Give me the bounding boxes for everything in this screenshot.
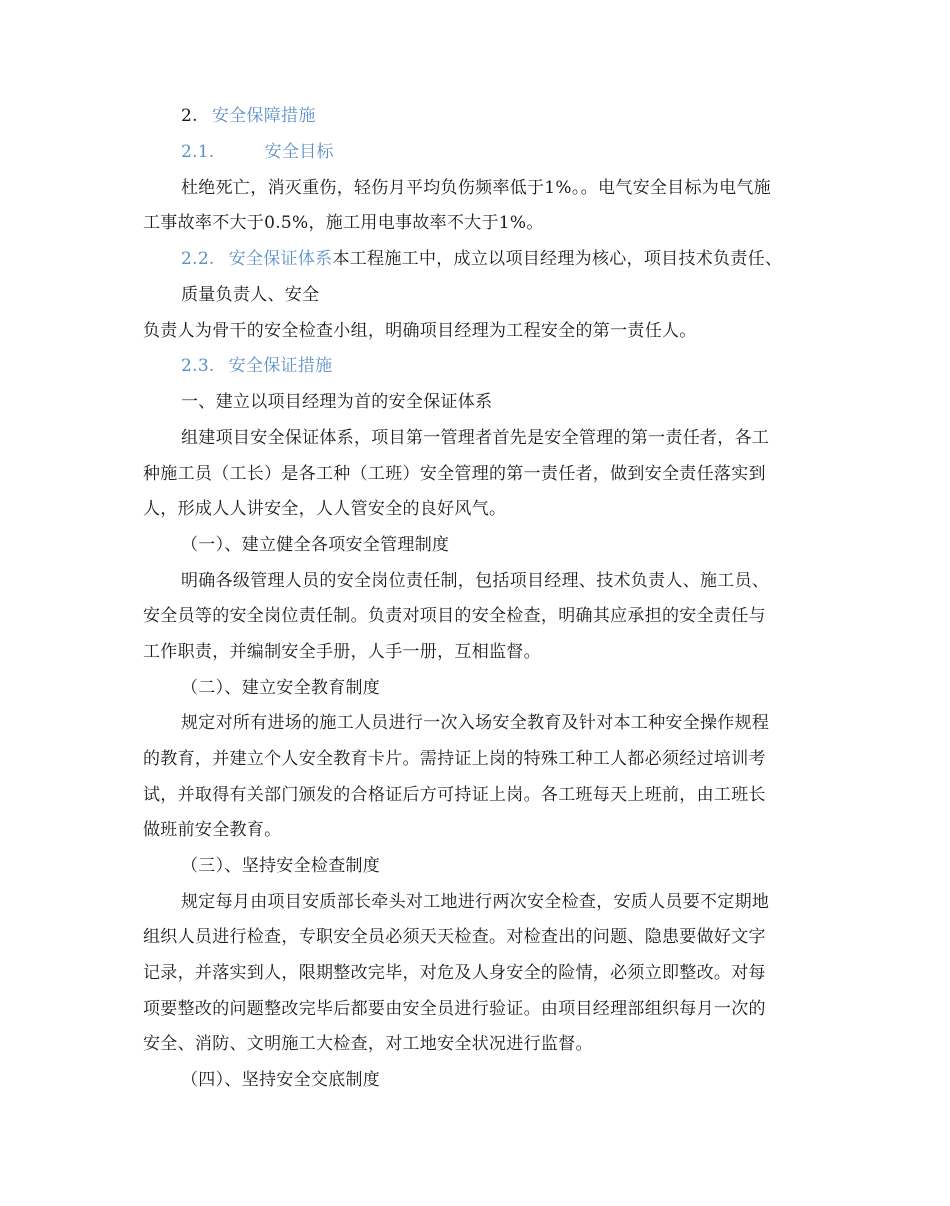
paragraph-line: 记录，并落实到人，限期整改完毕，对危及人身安全的险情，必须立即整改。对每 bbox=[143, 963, 766, 983]
paragraph-line: 项要整改的问题整改完毕后都要由安全员进行验证。由项目经理部组织每月一次的 bbox=[143, 999, 766, 1019]
section-2-2-number: 2.2. bbox=[181, 249, 215, 269]
subheading-line: （四）、坚持安全交底制度 bbox=[181, 1070, 381, 1090]
paragraph-line: 明确各级管理人员的安全岗位责任制，包括项目经理、技术负责人、施工员、 bbox=[181, 571, 770, 591]
paragraph-line: 质量负责人、安全 bbox=[181, 285, 320, 305]
subheading-line: 一、建立以项目经理为首的安全保证体系 bbox=[181, 392, 493, 412]
paragraph-line: 杜绝死亡，消灭重伤，轻伤月平均负伤频率低于1%。。电气安全目标为电气施 bbox=[181, 178, 771, 198]
section-2-heading bbox=[181, 104, 316, 128]
paragraph-line: 安全、消防、文明施工大检查，对工地安全状况进行监督。 bbox=[143, 1034, 593, 1054]
section-2-2-inline-text: 本工程施工中，成立以项目经理为核心，项目技术负责任、 bbox=[332, 249, 783, 269]
paragraph-line: 负责人为骨干的安全检查小组，明确项目经理为工程安全的第一责任人。 bbox=[143, 321, 697, 341]
subheading-line: （三）、坚持安全检查制度 bbox=[181, 856, 381, 876]
section-2-title: 安全保障措施 bbox=[211, 106, 316, 126]
section-2-3-heading bbox=[181, 354, 332, 378]
paragraph-line: 的教育，并建立个人安全教育卡片。需持证上岗的特殊工种工人都必须经过培训考 bbox=[143, 749, 766, 769]
section-2-1-number: 2.1. bbox=[181, 142, 215, 162]
subheading-line: （一）、建立健全各项安全管理制度 bbox=[181, 535, 450, 555]
section-2-1-heading bbox=[181, 140, 334, 164]
paragraph-line: 规定每月由项目安质部长牵头对工地进行两次安全检查，安质人员要不定期地 bbox=[181, 892, 770, 912]
paragraph-line: 工事故率不大于0.5%，施工用电事故率不大于1%。 bbox=[143, 213, 544, 233]
section-2-2-title: 安全保证体系 bbox=[228, 249, 333, 269]
section-2-2-heading bbox=[181, 247, 782, 271]
paragraph-line: 组织人员进行检查，专职安全员必须天天检查。对检查出的问题、隐患要做好文字 bbox=[143, 927, 766, 947]
section-2-3-title: 安全保证措施 bbox=[228, 356, 333, 376]
paragraph-line: 组建项目安全保证体系，项目第一管理者首先是安全管理的第一责任者，各工 bbox=[181, 428, 770, 448]
paragraph-line: 人，形成人人讲安全，人人管安全的良好风气。 bbox=[143, 499, 507, 519]
paragraph-line: 安全员等的安全岗位责任制。负责对项目的安全检查，明确其应承担的安全责任与 bbox=[143, 606, 766, 626]
paragraph-line: 工作职责，并编制安全手册，人手一册，互相监督。 bbox=[143, 642, 541, 662]
paragraph-line: 做班前安全教育。 bbox=[143, 820, 282, 840]
paragraph-line: 种施工员（工长）是各工种（工班）安全管理的第一责任者，做到安全责任落实到 bbox=[143, 464, 766, 484]
section-2-3-number: 2.3. bbox=[181, 356, 215, 376]
section-2-number: 2. bbox=[181, 106, 198, 126]
subheading-line: （二）、建立安全教育制度 bbox=[181, 678, 381, 698]
paragraph-line: 试，并取得有关部门颁发的合格证后方可持证上岗。各工班每天上班前，由工班长 bbox=[143, 785, 766, 805]
section-2-1-title: 安全目标 bbox=[264, 142, 334, 162]
paragraph-line: 规定对所有进场的施工人员进行一次入场安全教育及针对本工种安全操作规程 bbox=[181, 713, 770, 733]
